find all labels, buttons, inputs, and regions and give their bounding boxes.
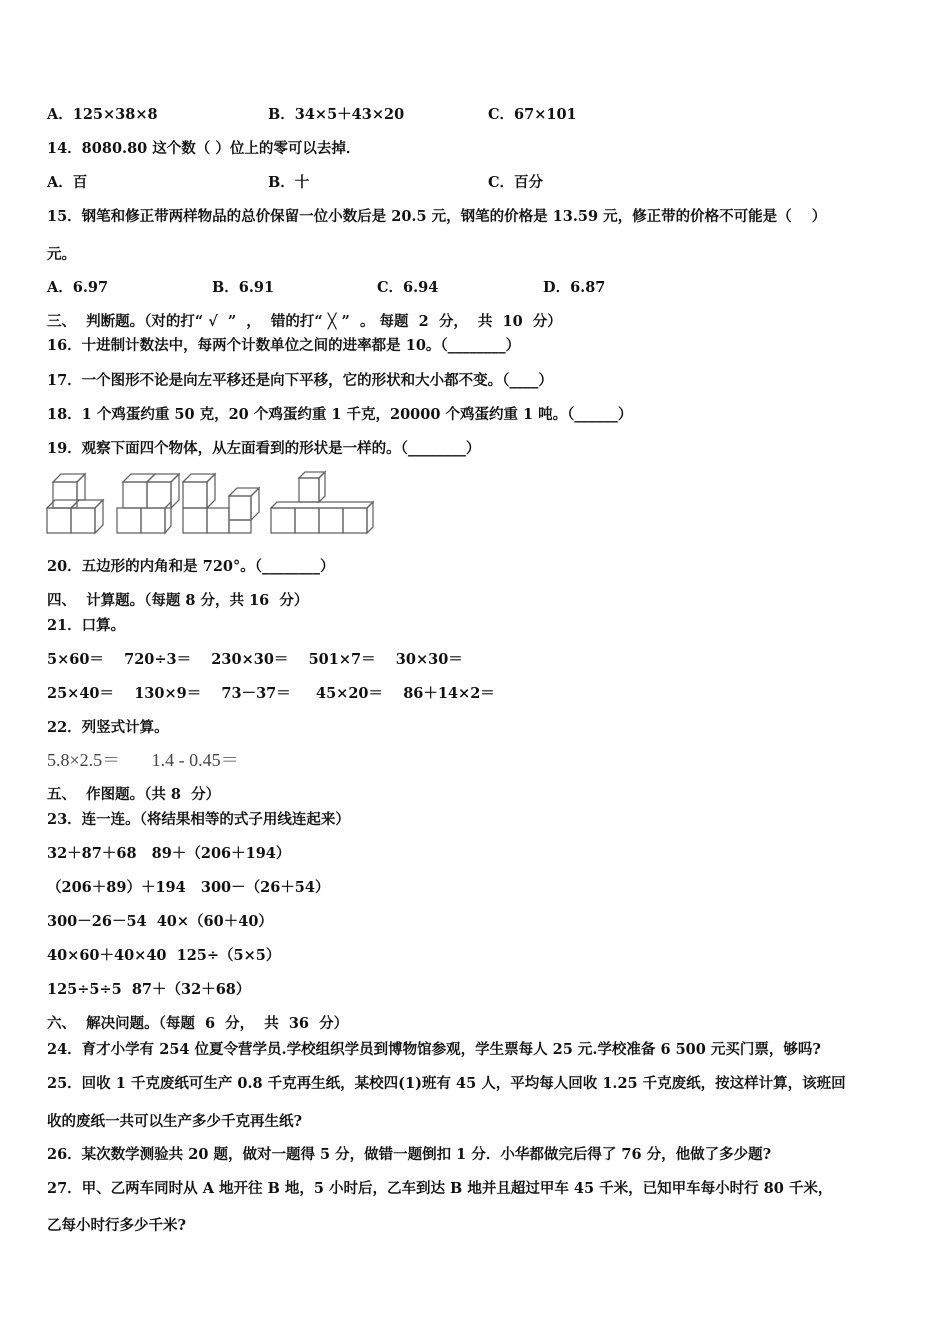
q14-option-b: B．十 [268, 174, 310, 191]
q17: 17．一个图形不论是向左平移还是向下平移，它的形状和大小都不变。（____） [47, 372, 553, 389]
q20: 20．五边形的内角和是 720°。（________） [47, 558, 335, 575]
section-6-heading: 六、 解决问题。（每题 6 分， 共 36 分） [47, 1015, 349, 1032]
q21-stem: 21．口算。 [47, 617, 126, 634]
q19-cube-figures [45, 468, 375, 538]
q14-stem: 14．8080.80 这个数（ ）位上的零可以去掉． [47, 140, 361, 157]
q26: 26．某次数学测验共 20 题，做对一题得 5 分，做错一题倒扣 1 分．小华都做完后得了 76 分，他做了多少题? [47, 1146, 772, 1163]
q23-row: 40×60＋40×40 125÷（5×5） [47, 947, 281, 964]
cube-figure-4 [271, 472, 373, 533]
q21-row-1: 5×60＝ 720÷3＝ 230×30＝ 501×7＝ 30×30＝ [47, 651, 463, 668]
q15-stem-cont: 元。 [47, 246, 76, 263]
q15-option-d: D．6.87 [543, 279, 606, 296]
q15-option-c: C．6.94 [377, 279, 439, 296]
q14-option-c: C．百分 [488, 174, 544, 191]
q22-stem: 22．列竖式计算。 [47, 719, 169, 736]
q19: 19．观察下面四个物体，从左面看到的形状是一样的。（________） [47, 440, 481, 457]
q25-line-2: 收的废纸一共可以生产多少千克再生纸? [47, 1113, 302, 1130]
q16: 16．十进制计数法中，每两个计数单位之间的进率都是 10。（________） [47, 337, 521, 354]
q13-option-c: C．67×101 [488, 106, 577, 123]
q15-option-b: B．6.91 [212, 279, 275, 296]
q25-line-1: 25．回收 1 千克废纸可生产 0.8 千克再生纸，某校四(1)班有 45 人，平均每人回收 1.25 千克废纸，按这样计算，该班回 [47, 1075, 846, 1092]
q15-stem: 15．钢笔和修正带两样物品的总价保留一位小数后是 20.5 元，钢笔的价格是 13.59 元，修正带的价格不可能是（ ） [47, 208, 827, 225]
q13-option-b: B．34×5＋43×20 [268, 106, 405, 123]
q23-row: 125÷5÷5 87＋（32＋68） [47, 981, 251, 998]
cube-figure-1 [47, 474, 103, 533]
q21-row-2: 25×40＝ 130×9＝ 73－37＝ 45×20＝ 86＋14×2＝ [47, 685, 495, 702]
q15-option-a: A．6.97 [47, 279, 109, 296]
q27-line-1: 27．甲、乙两车同时从 A 地开往 B 地，5 小时后，乙车到达 B 地并且超过甲车 45 千米，已知甲车每小时行 80 千米， [47, 1180, 833, 1197]
q22-expressions: 5.8×2.5＝ 1.4 - 0.45＝ [47, 750, 239, 770]
q23-stem: 23．连一连。（将结果相等的式子用线连起来） [47, 811, 350, 828]
cube-figure-3 [183, 474, 259, 533]
q24: 24．育才小学有 254 位夏令营学员.学校组织学员到博物馆参观，学生票每人 25 元.学校准备 6 500 元买门票，够吗? [47, 1041, 821, 1058]
q23-row: 300－26－54 40×（60＋40） [47, 913, 273, 930]
section-4-heading: 四、 计算题。（每题 8 分，共 16 分） [47, 592, 309, 609]
q23-row: （206＋89）＋194 300－（26＋54） [47, 879, 330, 896]
cube-figure-2 [117, 474, 179, 533]
q14-option-a: A．百 [47, 174, 88, 191]
q23-row: 32＋87＋68 89＋（206＋194） [47, 845, 291, 862]
q13-option-a: A．125×38×8 [47, 106, 158, 123]
q27-line-2: 乙每小时行多少千米? [47, 1217, 186, 1234]
q18: 18．1 个鸡蛋约重 50 克，20 个鸡蛋约重 1 千克，20000 个鸡蛋约重 1 吨。（______） [47, 406, 633, 423]
section-3-heading: 三、 判断题。（对的打“ √ ” ， 错的打“ ╳ ” 。 每题 2 分， 共 10 分） [47, 313, 562, 330]
section-5-heading: 五、 作图题。（共 8 分） [47, 786, 221, 803]
